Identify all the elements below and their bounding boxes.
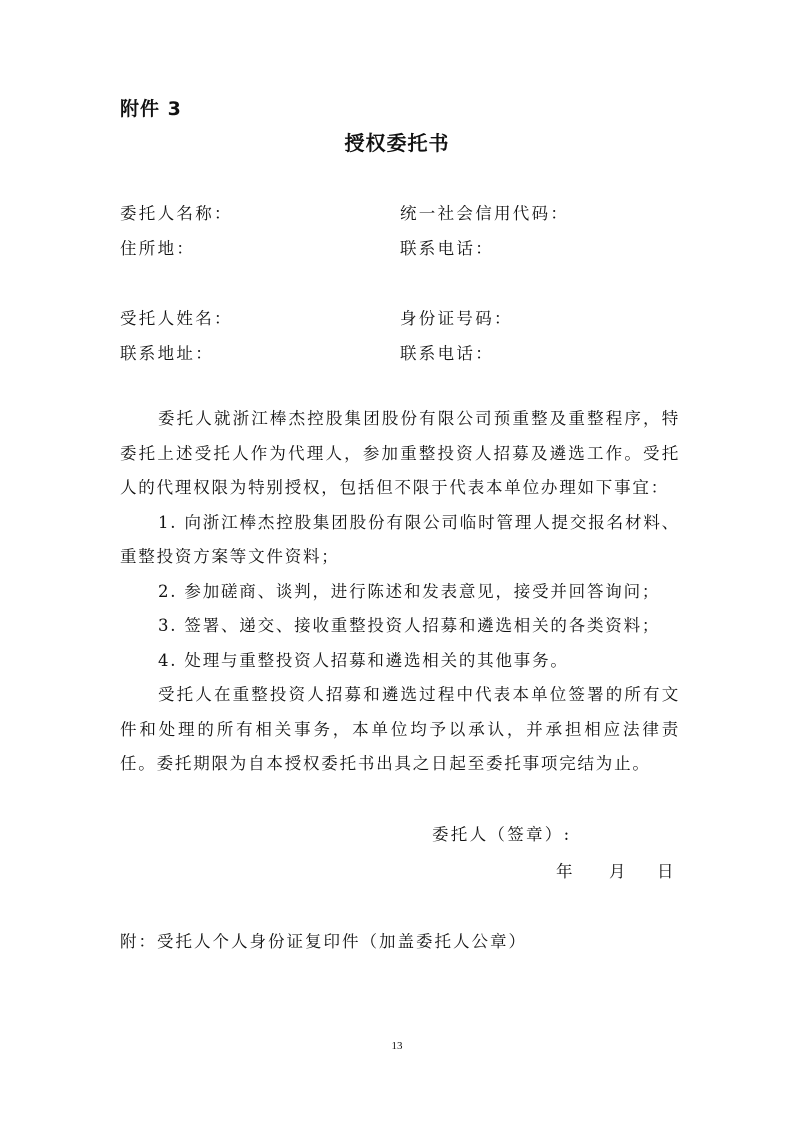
principal-name-label: 委托人名称：: [120, 204, 233, 223]
appendix-note: 附：受托人个人身份证复印件（加盖委托人公章）: [120, 932, 527, 951]
authority-item-3: 3. 签署、递交、接收重整投资人招募和遴选相关的各类资料；: [158, 616, 661, 635]
authority-item-1: 1. 向浙江棒杰控股集团股份有限公司临时管理人提交报名材料、重整投资方案等文件资料；: [120, 512, 680, 566]
authority-item-2: 2. 参加磋商、谈判，进行陈述和发表意见，接受并回答询问；: [158, 581, 661, 601]
date-day-label: 日: [657, 862, 674, 881]
signature-label: 委托人（签章）:: [432, 825, 572, 844]
agent-address-label: 联系地址：: [120, 344, 214, 363]
agent-id-label: 身份证号码：: [400, 309, 513, 328]
authorization-body: [120, 402, 680, 782]
principal-phone-label: 联系电话：: [400, 239, 494, 258]
date-month-label: 月: [609, 862, 626, 881]
principal-address-label: 住所地：: [120, 239, 196, 258]
authority-item-4: 4. 处理与重整投资人招募和遴选相关的其他事务。: [158, 650, 569, 670]
attachment-label: 附件 3: [120, 98, 182, 120]
date-year-label: 年: [556, 862, 573, 881]
document-title: 授权委托书: [344, 131, 450, 155]
agent-phone-label: 联系电话：: [400, 344, 494, 363]
closing-paragraph: 受托人在重整投资人招募和遴选过程中代表本单位签署的所有文件和处理的所有相关事务，本单位均予以承认，并承担相应法律责任。委托期限为自本授权委托书出具之日起至委托事项完结为止。: [120, 685, 680, 773]
agent-name-label: 受托人姓名：: [120, 309, 233, 328]
principal-credit-code-label: 统一社会信用代码：: [400, 204, 570, 223]
intro-paragraph: 委托人就浙江棒杰控股集团股份有限公司预重整及重整程序，特委托上述受托人作为代理人，参加重整投资人招募及遴选工作。受托人的代理权限为特别授权，包括但不限于代表本单位办理如下事宜：: [120, 409, 680, 497]
page-number: 13: [391, 1040, 403, 1052]
